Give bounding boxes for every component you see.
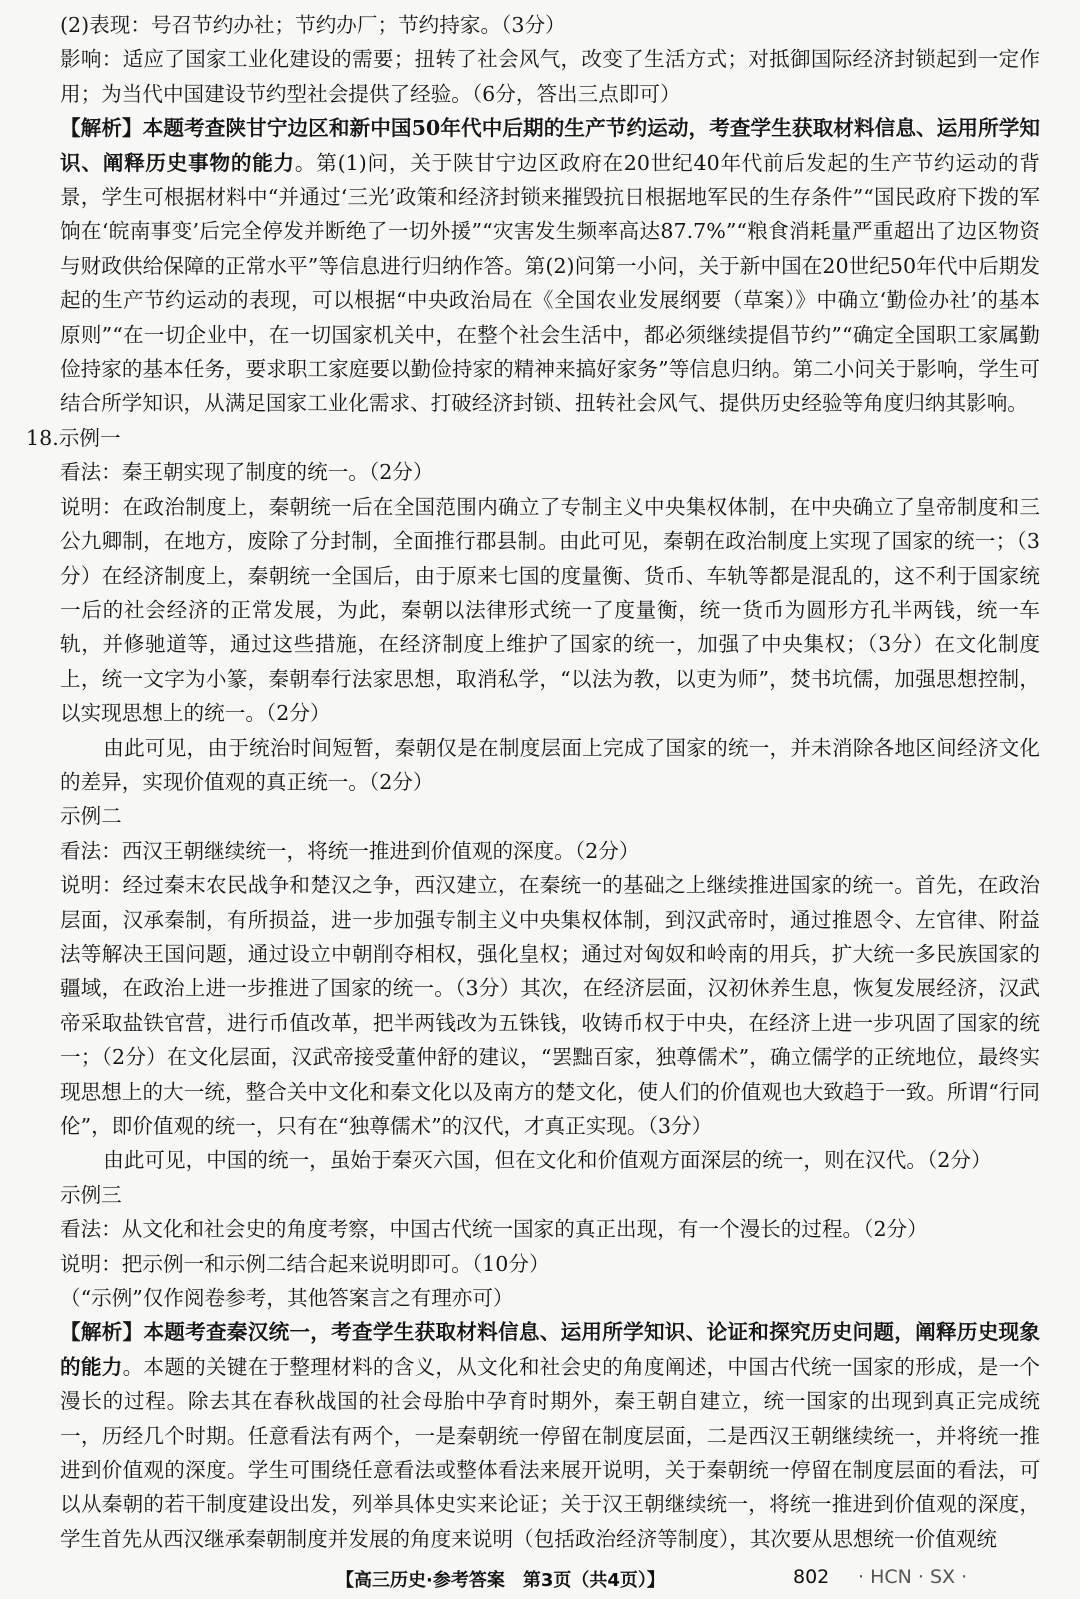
q18-analysis-head: 本题考查秦汉统一，考查学生获取材料信息、运用所学知识、论证和探究历史问题，阐释历史现象的能力 xyxy=(60,1320,1041,1379)
q18-ex1-conclusion: 由此可见，由于统治时间短暂，秦朝仅是在制度层面上完成了国家的统一，并未消除各地区间经济文化的差异，实现价值观的真正统一。（2分） xyxy=(60,735,1040,794)
q18-ex1-view: 看法：秦王朝实现了制度的统一。（2分） xyxy=(60,460,434,485)
q18-ex3-explain: 说明：把示例一和示例二结合起来说明即可。（10分） xyxy=(60,1251,550,1276)
q18-ex3-view: 看法：从文化和社会史的角度考察，中国古代统一国家的真正出现，有一个漫长的过程。（2分） xyxy=(60,1217,928,1242)
footer-tail: · HCN · SX · xyxy=(858,1566,968,1588)
answer-content xyxy=(26,8,1041,1556)
page-footer xyxy=(0,1566,1080,1594)
q18-analysis xyxy=(60,1315,1040,1556)
q17-analysis-tag: 【解析】 xyxy=(60,116,143,141)
q18-analysis-body: 。本题的关键在于整理材料的含义，从文化和社会史的角度阐述，中国古代统一国家的形成，是一个漫长的过程。除去其在春秋战国的社会母胎中孕育时期外，秦王朝自建立，统一国家的出现到真正完成统一，历经几个时期。任意看法有两个，一是秦朝统一停留在制度层面，二是西汉王朝继续统一，并将统一推进到价值观的深度。学生可围绕任意看法或整体看法来展开说明，关于秦朝统一停留在制度层面的看法，可以从秦朝的若干制度建设出发，列举具体史实来论证；关于汉王朝继续统一，将统一推进到价值观的深度，学生首先从西汉继承秦朝制度并发展的角度来说明（包括政治经济等制度），其次要从思想统一价值观统 xyxy=(60,1354,1041,1551)
q18-ex2-view: 看法：西汉王朝继续统一，将统一推进到价值观的深度。（2分） xyxy=(60,838,640,863)
q17-part2-behavior: (2)表现：号召节约办社；节约办厂；节约持家。（3分） xyxy=(60,13,566,37)
q17-analysis-head: 本题考查陕甘宁边区和新中国50年代中后期的生产节约运动，考查学生获取材料信息、运用所学知识、阐释历史事物的能力 xyxy=(60,116,1041,175)
q18-ex3-title: 示例三 xyxy=(60,1182,122,1207)
q18-analysis-tag: 【解析】 xyxy=(60,1320,144,1345)
q18-note: （“示例”仅作阅卷参考，其他答案言之有理亦可） xyxy=(60,1286,514,1311)
q17-analysis xyxy=(60,111,1040,421)
q17-part2-impact: 影响：适应了国家工业化建设的需要；扭转了社会风气，改变了生活方式；对抵御国际经济封锁起到一定作用；为当代中国建设节约型社会提供了经验。（6分，答出三点即可） xyxy=(60,47,1040,106)
footer-code: 802 xyxy=(793,1566,830,1588)
q17-analysis-body: 。第(1)问，关于陕甘宁边区政府在20世纪40年代前后发起的生产节约运动的背景，学生可根据材料中“并通过‘三光’政策和经济封锁来摧毁抗日根据地军民的生存条件”“国民政府下拨的军饷在‘皖南事变’后完全停发并断绝了一切外援”“灾害发生频率高达87.7%”“粮食消耗量严重超出了边区物资与财政供给保障的正常水平”等信息进行归纳作答。第(2)问第一小问，关于新中国在20世纪50年代中后期发起的生产节约运动的表现，可以根据“中央政治局在《全国农业发展纲要（草案）》中确立‘勤俭办社’的基本原则”“在一切企业中，在一切国家机关中，在整个社会生活中，都必须继续提倡节约”“确定全国职工家属勤俭持家的基本任务，要求职工家庭要以勤俭持家的精神来搞好家务”等信息归纳。第二小问关于影响，学生可结合所学知识，从满足国家工业化需求、打破经济封锁、扭转社会风气、提供历史经验等角度归纳其影响。 xyxy=(60,150,1041,416)
q18-ex2-explain: 说明：经过秦末农民战争和楚汉之争，西汉建立，在秦统一的基础之上继续推进国家的统一。首先，在政治层面，汉承秦制，有所损益，进一步加强专制主义中央集权体制，到汉武帝时，通过推恩令、左官律、附益法等解决王国问题，通过设立中朝削夺相权，强化皇权；通过对匈奴和岭南的用兵，扩大统一多民族国家的疆域，在政治上进一步推进了国家的统一。（3分）其次，在经济层面，汉初休养生息，恢复发展经济，汉武帝采取盐铁官营，进行币值改革，把半两钱改为五铢钱，收铸币权于中央，在经济上进一步巩固了国家的统一；（2分）在文化层面，汉武帝接受董仲舒的建议，“罢黜百家，独尊儒术”，确立儒学的正统地位，最终实现思想上的大一统，整合关中文化和秦文化以及南方的楚文化，使人们的价值观也大致趋于一致。所谓“行同伦”，即价值观的统一，只有在“独尊儒术”的汉代，才真正实现。（3分） xyxy=(60,873,1040,1138)
footer-label: 【高三历史·参考答案 第3页（共4页）】 xyxy=(336,1570,665,1591)
q18-ex2-conclusion: 由此可见，中国的统一，虽始于秦灭六国，但在文化和价值观方面深层的统一，则在汉代。（2分） xyxy=(103,1148,992,1173)
q18-ex1-explain: 说明：在政治制度上，秦朝统一后在全国范围内确立了专制主义中央集权体制，在中央确立了皇帝制度和三公九卿制，在地方，废除了分封制，全面推行郡县制。由此可见，秦朝在政治制度上实现了国家的统一；（3分）在经济制度上，秦朝统一全国后，由于原来七国的度量衡、货币、车轨等都是混乱的，这不利于国家统一后的社会经济的正常发展，为此，秦朝以法律形式统一了度量衡，统一货币为圆形方孔半两钱，统一车轨，并修驰道等，通过这些措施，在经济制度上维护了国家的统一，加强了中央集权；（3分）在文化制度上，统一文字为小篆，秦朝奉行法家思想，取消私学，“以法为教，以吏为师”，焚书坑儒，加强思想控制，以实现思想上的统一。（2分） xyxy=(60,494,1040,726)
q18-ex2-title: 示例二 xyxy=(60,804,122,829)
q18-example1-title: 18.示例一 xyxy=(26,425,121,450)
